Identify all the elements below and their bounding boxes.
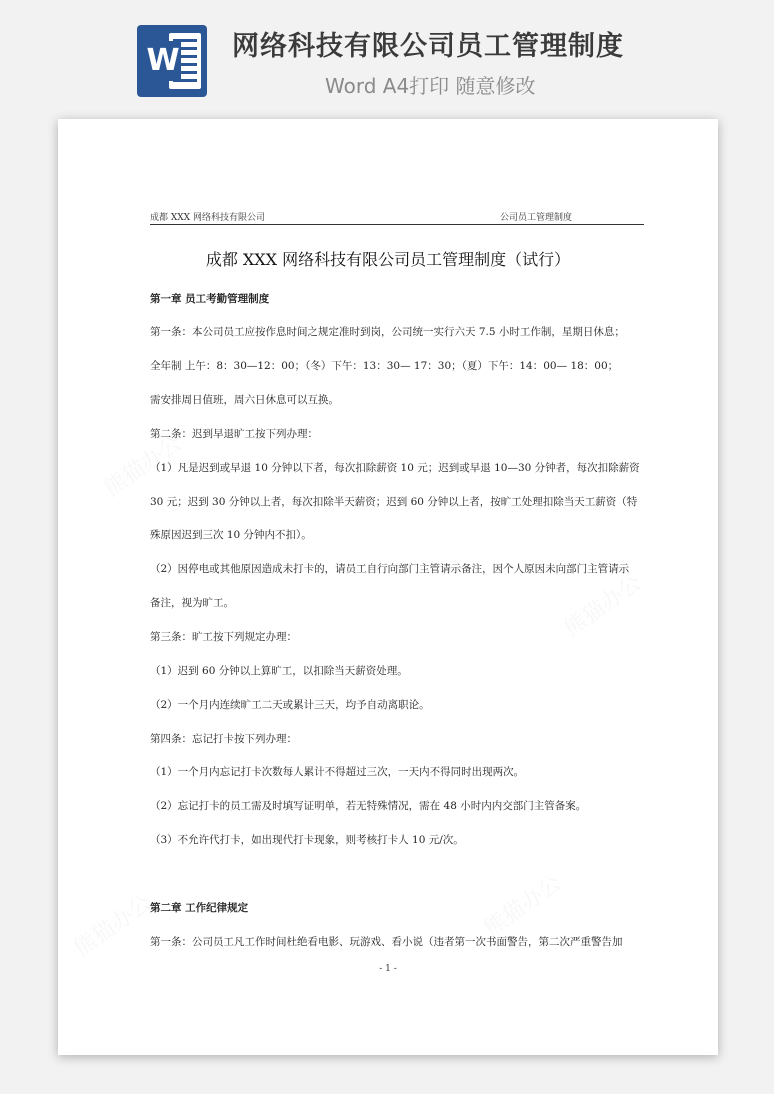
paragraph: （1）迟到 60 分钟以上算旷工，以扣除当天薪资处理。 (150, 665, 408, 677)
header-doc-name: 公司员工管理制度 (500, 213, 573, 223)
paragraph: 全年制 上午：8：30—12：00；（冬）下午：13：30— 17：30；（夏）下午：14：00— 18：00； (150, 360, 619, 372)
word-document-icon (137, 25, 207, 97)
document-title: 成都 XXX 网络科技有限公司员工管理制度（试行） (205, 250, 571, 269)
chapter-heading: 第一章 员工考勤管理制度 (150, 293, 270, 305)
paragraph: （2）忘记打卡的员工需及时填写证明单，若无特殊情况，需在 48 小时内内交部门主管备案。 (150, 800, 587, 812)
banner-title: 网络科技有限公司员工管理制度 (232, 31, 624, 62)
watermark (67, 887, 157, 963)
paragraph: 第四条：忘记打卡按下列办理： (150, 733, 297, 745)
page-number: - 1 - (379, 964, 397, 974)
paragraph: 殊原因迟到三次 10 分钟内不扣）。 (150, 529, 312, 541)
paragraph: 第三条：旷工按下列规定办理： (150, 631, 297, 643)
paragraph: （2）一个月内连续旷工二天或累计三天，均予自动离职论。 (150, 699, 430, 711)
header-company: 成都 XXX 网络科技有限公司 (150, 213, 265, 223)
paragraph: 第二条：迟到早退旷工按下列办理： (150, 428, 318, 440)
paragraph: （1）凡是迟到或早退 10 分钟以下者，每次扣除薪资 10 元；迟到或早退 10—30 分钟者，每次扣除薪资 (150, 462, 640, 474)
banner-subtitle: Word A4打印 随意修改 (325, 74, 536, 98)
paragraph: （3）不允许代打卡，如出现代打卡现象，则考核打卡人 10 元/次。 (150, 834, 464, 846)
paragraph: 第一条：本公司员工应按作息时间之规定准时到岗，公司统一实行六天 7.5 小时工作制，星期日休息； (150, 326, 625, 338)
paragraph: 需安排周日值班，周六日休息可以互换。 (150, 394, 339, 406)
template-banner (0, 0, 774, 118)
running-header (150, 210, 644, 225)
paragraph: 备注，视为旷工。 (150, 597, 234, 609)
paragraph: 30 元；迟到 30 分钟以上者，每次扣除半天薪资；迟到 60 分钟以上者，按旷工处理扣除当天工薪资（特 (150, 496, 638, 508)
chapter-heading: 第二章 工作纪律规定 (150, 902, 249, 914)
paragraph: （2）因停电或其他原因造成未打卡的，请员工自行向部门主管请示备注，因个人原因未向部门主管请示 (150, 563, 630, 575)
paragraph: （1）一个月内忘记打卡次数每人累计不得超过三次，一天内不得同时出现两次。 (150, 766, 525, 778)
paragraph: 第一条：公司员工凡工作时间杜绝看电影、玩游戏、看小说（违者第一次书面警告，第二次严重警告加 (150, 936, 623, 948)
document-page (58, 119, 718, 1055)
word-icon-letter: W (145, 41, 181, 81)
